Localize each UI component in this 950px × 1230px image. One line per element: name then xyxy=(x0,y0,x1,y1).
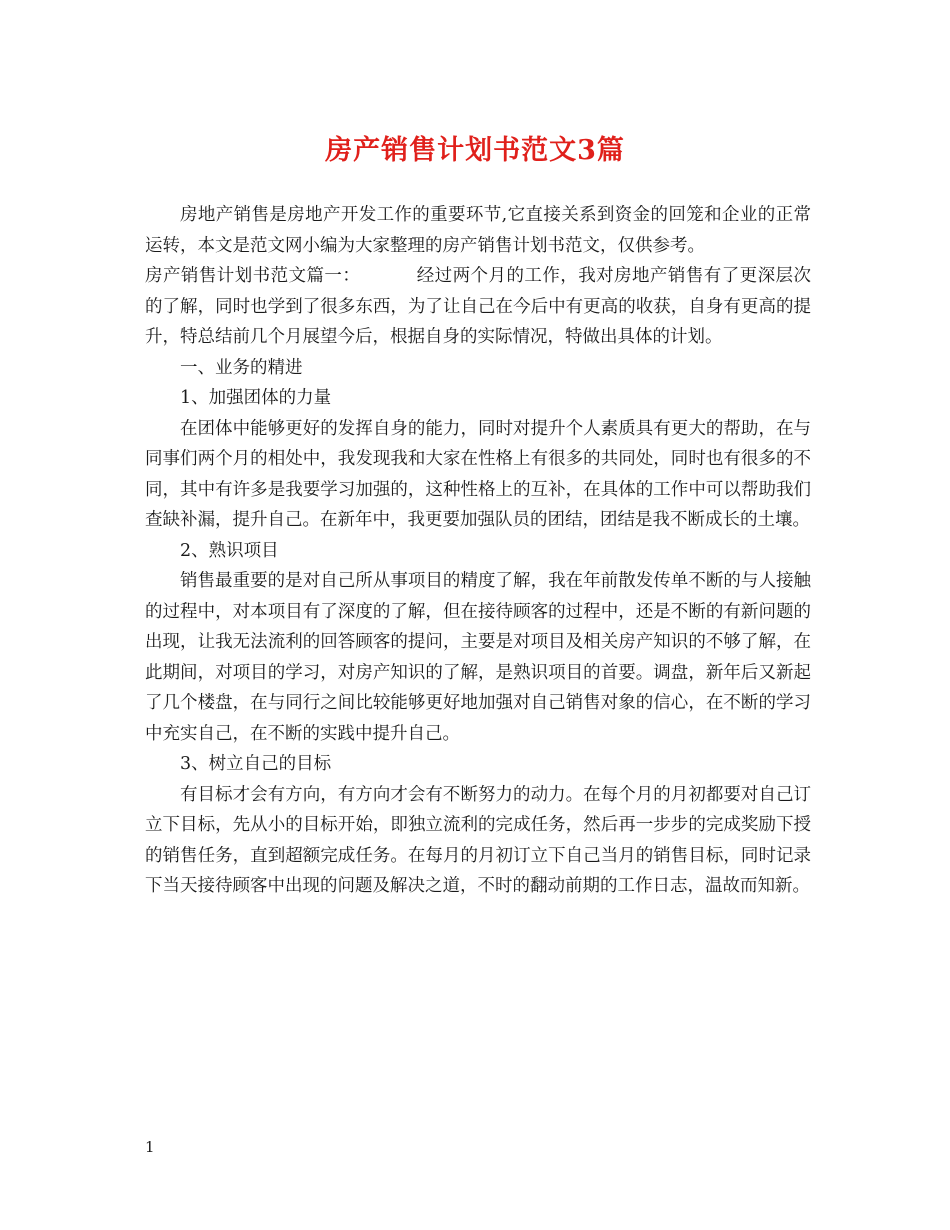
subheading-team: 1、加强团体的力量 xyxy=(180,388,332,408)
paragraph-project: 销售最重要的是对自己所从事项目的精度了解，我在年前散发传单不断的与人接触的过程中，对本项目有了深度的了解，但在接待顾客的过程中，还是不断的有新问题的出现，让我无法流利的回答顾客的提问，主要是对项目及相关房产知识的不够了解，在此期间，对项目的学习，对房产知识的了解，是熟识项目的首要。调盘，新年后又新起了几个楼盘，在与同行之间比较能够更好地加强对自己销售对象的信心，在不断的学习中充实自己，在不断的实践中提升自己。 xyxy=(145,571,811,744)
document-body xyxy=(145,200,811,902)
section-text: 经过两个月的工作，我对房地产销售有了更深层次的了解，同时也学到了很多东西，为了让自己在今后中有更高的收获，自身有更高的提升，特总结前几个月展望今后，根据自身的实际情况，特做出具体的计划。 xyxy=(145,266,812,347)
subheading-goal: 3、树立自己的目标 xyxy=(180,754,332,774)
section-label: 房产销售计划书范文篇一： xyxy=(145,266,361,286)
paragraph-team: 在团体中能够更好的发挥自身的能力，同时对提升个人素质具有更大的帮助，在与同事们两个月的相处中，我发现我和大家在性格上有很多的共同处，同时也有很多的不同，其中有许多是我要学习加强的，这种性格上的互补，在具体的工作中可以帮助我们查缺补漏，提升自己。在新年中，我更要加强队员的团结，团结是我不断成长的土壤。 xyxy=(145,418,811,530)
page-number: 1 xyxy=(145,1138,155,1156)
paragraph-goal: 有目标才会有方向，有方向才会有不断努力的动力。在每个月的月初都要对自己订立下目标，先从小的目标开始，即独立流利的完成任务，然后再一步步的完成奖励下授的销售任务，直到超额完成任务。在每月的月初订立下自己当月的销售目标，同时记录下当天接待顾客中出现的问题及解决之道，不时的翻动前期的工作日志，温故而知新。 xyxy=(145,784,811,896)
intro-paragraph: 房地产销售是房地产开发工作的重要环节,它直接关系到资金的回笼和企业的正常运转，本文是范文网小编为大家整理的房产销售计划书范文，仅供参考。 xyxy=(145,205,811,256)
section-paragraph xyxy=(145,261,811,353)
heading-business: 一、业务的精进 xyxy=(180,357,303,378)
document-title: 房产销售计划书范文3篇 xyxy=(325,135,625,166)
subheading-project: 2、熟识项目 xyxy=(180,540,279,561)
